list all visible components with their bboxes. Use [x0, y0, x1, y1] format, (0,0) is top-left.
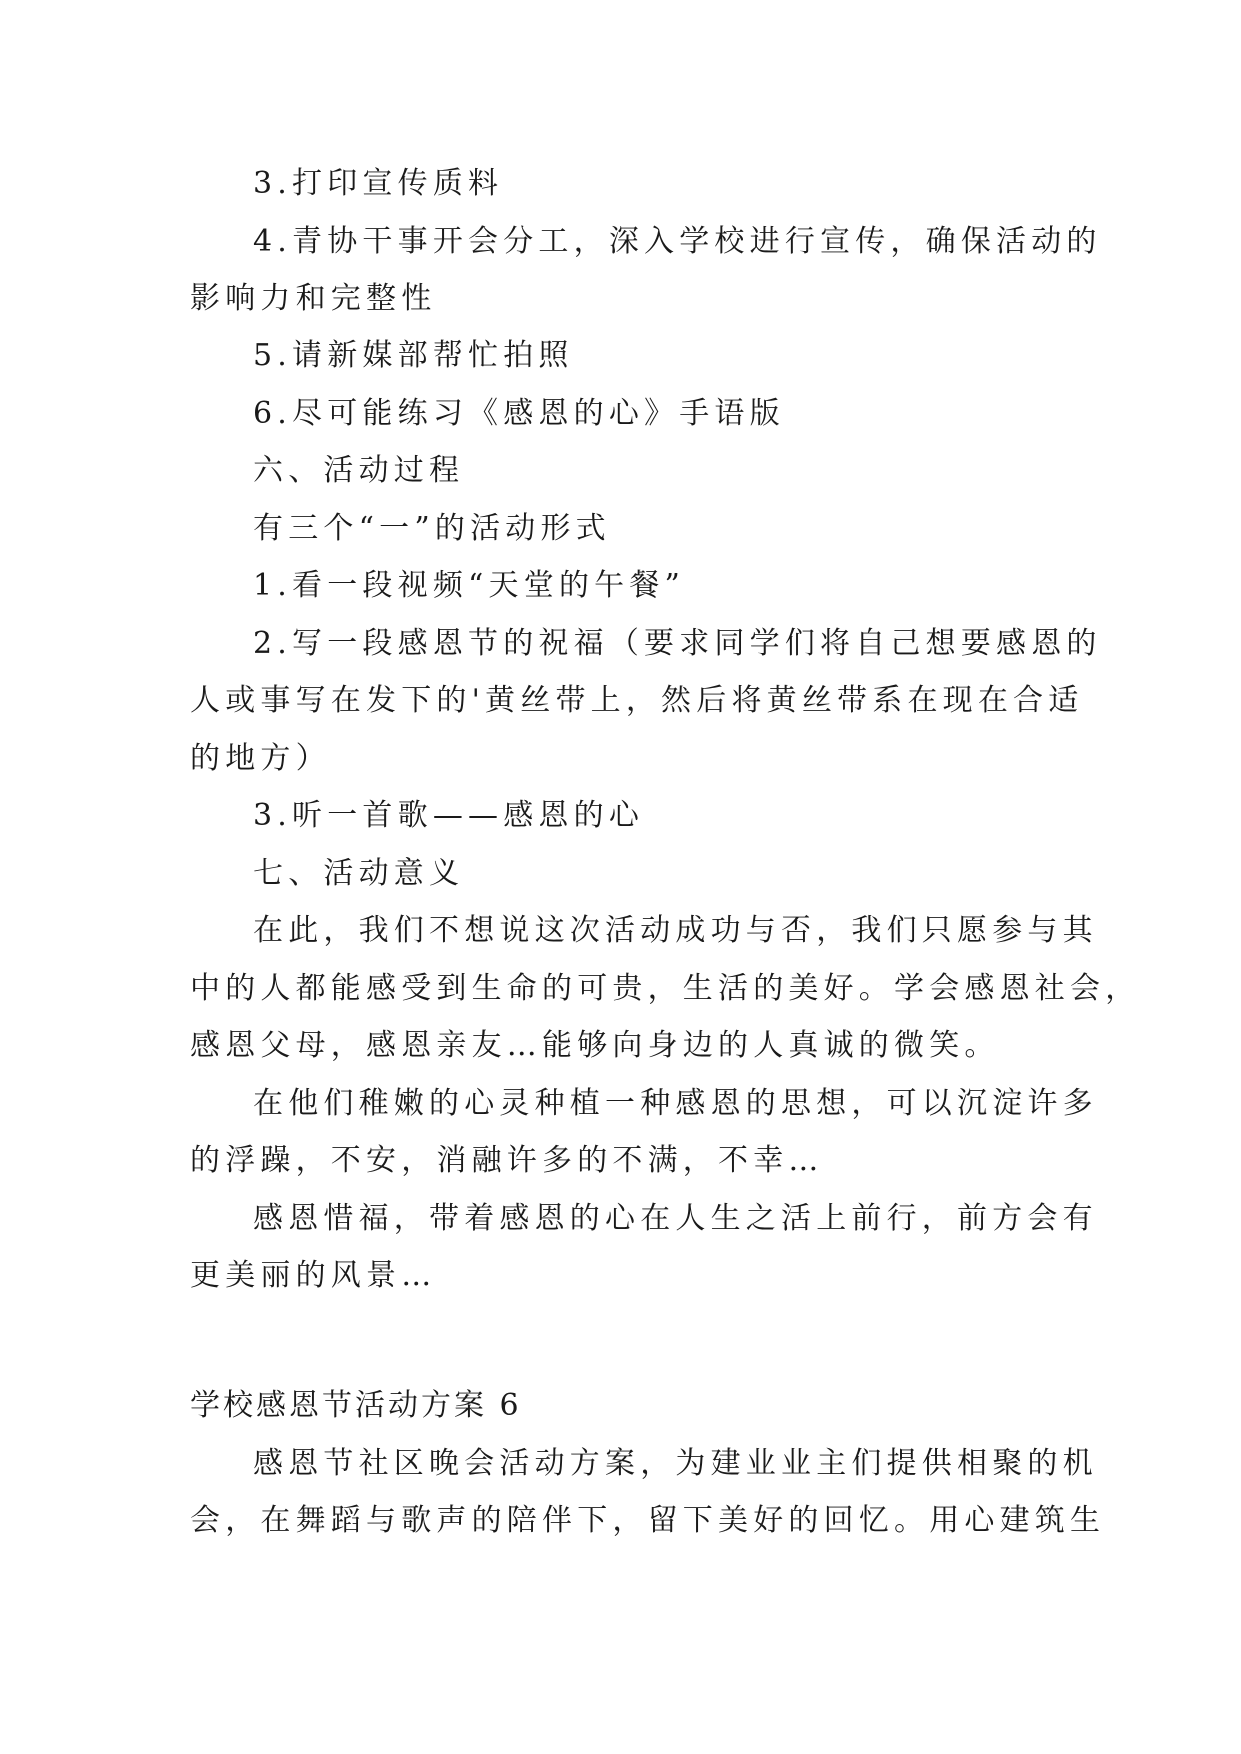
- list-item-volunteer-meeting-cont: 影响力和完整性: [190, 281, 437, 316]
- paragraph-significance-2-cont: 的浮躁，不安，消融许多的不满，不幸…: [190, 1143, 824, 1178]
- paragraph-significance-3-cont: 更美丽的风景…: [190, 1258, 437, 1293]
- paragraph-significance-3: 感恩惜福，带着感恩的心在人生之活上前行，前方会有: [253, 1201, 1098, 1236]
- paragraph-significance-1: 在此，我们不想说这次活动成功与否，我们只愿参与其: [253, 913, 1098, 948]
- list-item-blessing: 2.写一段感恩节的祝福（要求同学们将自己想要感恩的: [253, 626, 1102, 661]
- list-item-video: 1.看一段视频“天堂的午餐”: [253, 568, 686, 603]
- section-title-plan-6: 学校感恩节活动方案 6: [190, 1388, 522, 1423]
- paragraph-plan-6-cont: 会，在舞蹈与歌声的陪伴下，留下美好的回忆。用心建筑生: [190, 1503, 1106, 1538]
- paragraph-activity-forms: 有三个“一”的活动形式: [253, 511, 611, 546]
- list-item-blessing-cont-2: 的地方）: [190, 741, 331, 776]
- list-item-song: 3.听一首歌——感恩的心: [253, 798, 645, 833]
- paragraph-plan-6: 感恩节社区晚会活动方案，为建业业主们提供相聚的机: [253, 1446, 1098, 1481]
- section-heading-process: 六、活动过程: [253, 453, 465, 488]
- list-item-print-materials: 3.打印宣传质料: [253, 166, 504, 201]
- list-item-blessing-cont-1: 人或事写在发下的'黄丝带上，然后将黄丝带系在现在合适: [190, 683, 1084, 718]
- paragraph-significance-1-cont-2: 感恩父母，感恩亲友…能够向身边的人真诚的微笑。: [190, 1028, 1000, 1063]
- list-item-volunteer-meeting: 4.青协干事开会分工，深入学校进行宣传，确保活动的: [253, 224, 1102, 259]
- section-heading-significance: 七、活动意义: [253, 856, 465, 891]
- list-item-sign-language: 6.尽可能练习《感恩的心》手语版: [253, 396, 785, 431]
- paragraph-significance-2: 在他们稚嫩的心灵种植一种感恩的思想，可以沉淀许多: [253, 1086, 1098, 1121]
- list-item-photography: 5.请新媒部帮忙拍照: [253, 338, 574, 373]
- paragraph-significance-1-cont-1: 中的人都能感受到生命的可贵，生活的美好。学会感恩社会，: [190, 971, 1141, 1006]
